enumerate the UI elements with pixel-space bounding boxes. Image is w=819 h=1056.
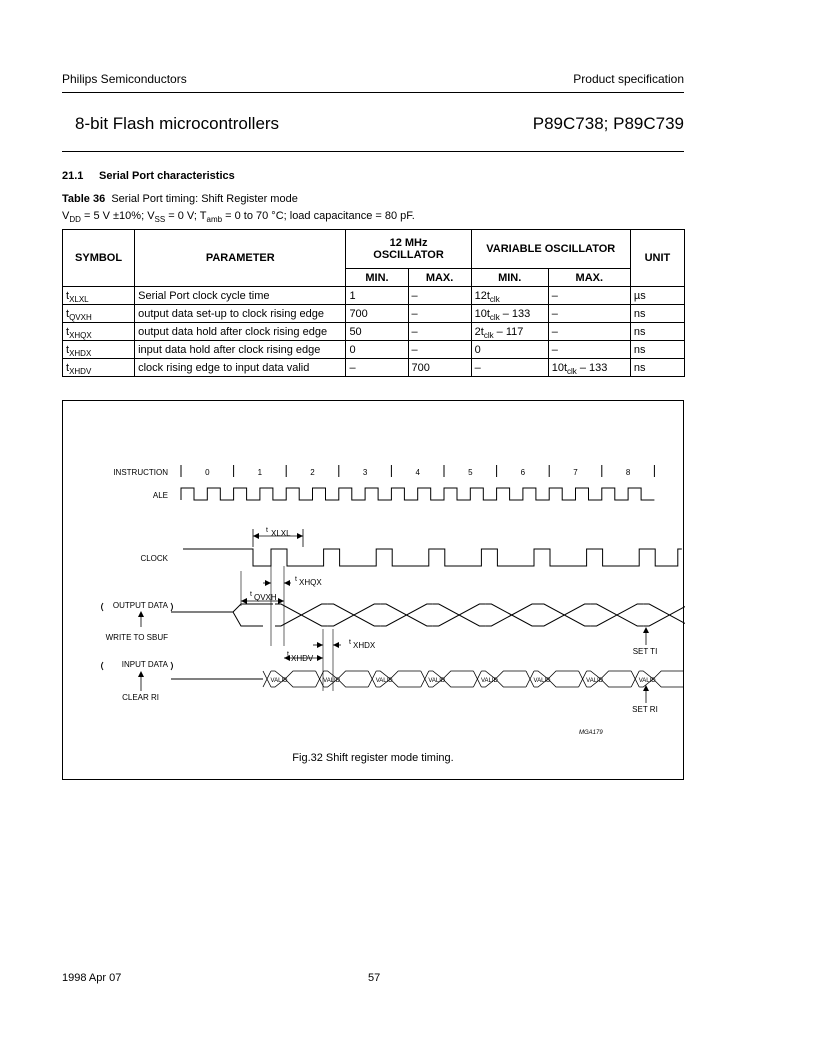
unit-value: ns: [633, 325, 646, 338]
cond-tamb-symbol: T: [199, 210, 207, 222]
clock-label: CLOCK: [140, 554, 168, 563]
set-ti-label: SET TI: [632, 647, 658, 656]
cell-parameter: [135, 323, 346, 341]
cell-max-12mhz: [408, 359, 471, 377]
symbol-subscript: XHQX: [69, 330, 92, 340]
instruction-number: 2: [310, 468, 315, 477]
instruction-number: 1: [257, 468, 263, 477]
table-conditions: [62, 210, 415, 222]
max-variable-value: –: [551, 325, 558, 338]
max-variable-offset: – 133: [576, 361, 608, 374]
cell-min-12mhz: [346, 305, 408, 323]
table-caption: [62, 193, 298, 205]
xhdv-arrowhead: [317, 655, 323, 661]
timing-diagram-frame: [62, 400, 684, 780]
symbol-subscript: XHDX: [69, 348, 92, 358]
clear-ri-label: CLEAR RI: [122, 693, 159, 702]
header-max-variable: MAX.: [548, 269, 630, 287]
output-data-cell: [275, 604, 328, 626]
cell-min-12mhz: [346, 341, 408, 359]
page-number: 57: [368, 972, 381, 984]
cell-parameter: [135, 359, 346, 377]
footer-date: 1998 Apr 07: [62, 972, 122, 984]
instruction-number: 0: [205, 468, 210, 477]
min-12mhz-value: –: [349, 361, 356, 374]
header-unit: UNIT: [630, 230, 684, 287]
cell-parameter: [135, 305, 346, 323]
min-variable-offset: – 133: [499, 307, 531, 320]
max-12mhz-value: –: [411, 289, 418, 302]
cell-max-12mhz: [408, 305, 471, 323]
instruction-label: INSTRUCTION: [113, 468, 168, 477]
header-min-12mhz: MIN.: [346, 269, 408, 287]
cell-unit: [630, 323, 684, 341]
max-12mhz-value: 700: [411, 361, 430, 374]
header-parameter: PARAMETER: [135, 230, 346, 287]
header-12mhz-line2: OSCILLATOR: [373, 249, 444, 261]
cell-max-12mhz: [408, 323, 471, 341]
xlxl-arrow-left: [253, 533, 259, 539]
table-row: [63, 287, 685, 305]
set-ri-label: SET RI: [632, 705, 658, 714]
symbol-subscript: XHDV: [69, 366, 92, 376]
cell-max-variable: [548, 287, 630, 305]
min-variable-value: 12t: [474, 289, 490, 302]
cell-min-variable: [471, 341, 548, 359]
header-12mhz-oscillator: [346, 230, 471, 269]
cond-vss-value: = 0 V;: [165, 210, 200, 222]
cell-unit: [630, 341, 684, 359]
header-min-variable: MIN.: [471, 269, 548, 287]
input-data-cell: [495, 671, 526, 687]
xlxl-sub: XLXL: [271, 529, 291, 538]
symbol-letter: t: [66, 307, 70, 320]
cell-unit: [630, 359, 684, 377]
symbol-subscript: QVXH: [69, 312, 92, 322]
valid-label: VALID: [323, 678, 341, 684]
symbol-letter: t: [66, 325, 70, 338]
instruction-number: 7: [573, 468, 578, 477]
cell-min-12mhz: [346, 323, 408, 341]
min-variable-subscript: clk: [483, 330, 494, 340]
write-sbuf-label: WRITE TO SBUF: [105, 633, 168, 642]
max-12mhz-value: –: [411, 343, 418, 356]
min-variable-offset: – 117: [493, 325, 524, 338]
cell-symbol: [63, 359, 135, 377]
xhqx-t: t: [295, 576, 297, 583]
ale-waveform: [181, 488, 654, 500]
max-12mhz-value: –: [411, 307, 418, 320]
section-title: Serial Port characteristics: [99, 170, 235, 182]
set-ri-arrowhead: [643, 685, 649, 691]
max-variable-value: –: [551, 307, 558, 320]
input-data-cell: [601, 671, 632, 687]
cell-unit: [630, 287, 684, 305]
symbol-letter: t: [66, 343, 70, 356]
cond-tamb-value: = 0 to 70 °C; load capacitance = 80 pF.: [222, 210, 415, 222]
input-data-cell: [285, 671, 316, 687]
cond-vdd-symbol: V: [62, 210, 70, 222]
instruction-number: 5: [468, 468, 473, 477]
output-data-cell: [485, 604, 538, 626]
figure-caption: Fig.32 Shift register mode timing.: [292, 752, 454, 764]
min-variable-value: 10t: [474, 307, 490, 320]
output-data-cell: [538, 604, 591, 626]
serial-port-timing-table: [62, 229, 685, 377]
xhdx-t: t: [349, 639, 351, 646]
unit-value: ns: [633, 361, 646, 374]
xlxl-t: t: [266, 527, 268, 534]
company-name: Philips Semiconductors: [62, 72, 187, 86]
table-caption-text: Serial Port timing: Shift Register mode: [111, 193, 298, 205]
input-data-label: INPUT DATA: [121, 660, 168, 669]
header-max-12mhz: MAX.: [408, 269, 471, 287]
instruction-number: 4: [415, 468, 420, 477]
output-data-cell: [433, 604, 486, 626]
valid-label: VALID: [270, 678, 288, 684]
min-variable-value: 0: [474, 343, 481, 356]
min-variable-value: –: [474, 361, 481, 374]
symbol-subscript: XLXL: [69, 294, 89, 304]
header-rule: [62, 92, 684, 93]
table-label: Table 36: [62, 193, 106, 205]
valid-label: VALID: [586, 678, 604, 684]
input-data-cell: [443, 671, 474, 687]
cell-min-variable: [471, 287, 548, 305]
parameter-text: output data hold after clock rising edge: [138, 325, 328, 338]
xhdv-t: t: [287, 651, 289, 658]
max-variable-subscript: clk: [567, 366, 577, 376]
symbol-letter: t: [66, 289, 70, 302]
max-variable-value: –: [551, 289, 558, 302]
max-variable-value: –: [551, 343, 558, 356]
header-variable-oscillator: VARIABLE OSCILLATOR: [471, 230, 630, 269]
title-rule: [62, 151, 684, 152]
output-data-cell: [380, 604, 433, 626]
xhdx-arrowhead: [317, 642, 323, 648]
xhdx-sub: XHDX: [353, 641, 376, 650]
cond-tamb-sub: amb: [206, 215, 223, 224]
cell-max-12mhz: [408, 287, 471, 305]
output-data-idle-high: [233, 604, 273, 612]
instruction-number: 6: [520, 468, 526, 477]
cell-max-variable: [548, 305, 630, 323]
qvxh-arrowhead: [241, 598, 247, 604]
parameter-text: clock rising edge to input data valid: [138, 361, 310, 374]
min-variable-value: 2t: [474, 325, 484, 338]
min-variable-subscript: clk: [489, 312, 500, 322]
cell-symbol: [63, 341, 135, 359]
output-data-cell: [643, 604, 685, 626]
qvxh-t: t: [250, 591, 252, 598]
unit-value: ns: [633, 307, 646, 320]
write-sbuf-arrowhead: [138, 611, 144, 617]
valid-label: VALID: [428, 678, 446, 684]
unit-value: µs: [633, 289, 646, 302]
cond-vss-symbol: V: [147, 210, 155, 222]
cell-min-12mhz: [346, 287, 408, 305]
xlxl-arrow-right: [297, 533, 303, 539]
unit-value: ns: [633, 343, 646, 356]
min-variable-subscript: clk: [489, 294, 500, 304]
xhdv-sub: XHDV: [291, 654, 314, 663]
xhdx-arrowhead: [333, 642, 339, 648]
xhqx-arrowhead: [265, 580, 271, 586]
instruction-number: 3: [362, 468, 368, 477]
output-data-idle: [171, 612, 263, 626]
table-header-row: [63, 230, 685, 269]
table-row: [63, 341, 685, 359]
cell-parameter: [135, 341, 346, 359]
timing-diagram: [63, 401, 685, 781]
output-data-cell: [328, 604, 381, 626]
qvxh-sub: QVXH: [254, 593, 277, 602]
parameter-text: output data set-up to clock rising edge: [138, 307, 325, 320]
cell-symbol: [63, 305, 135, 323]
cell-min-12mhz: [346, 359, 408, 377]
cell-min-variable: [471, 305, 548, 323]
symbol-letter: t: [66, 361, 70, 374]
xhqx-sub: XHQX: [299, 578, 322, 587]
valid-label: VALID: [375, 678, 393, 684]
part-numbers: P89C738; P89C739: [532, 114, 684, 133]
figure-code: MGA179: [579, 730, 603, 736]
min-12mhz-value: 700: [349, 307, 368, 320]
section-number: 21.1: [62, 170, 84, 182]
output-data-label: OUTPUT DATA: [112, 601, 168, 610]
cell-symbol: [63, 323, 135, 341]
parameter-text: Serial Port clock cycle time: [138, 289, 270, 302]
set-ti-arrowhead: [643, 627, 649, 633]
input-data-cell: [390, 671, 421, 687]
max-12mhz-value: –: [411, 325, 418, 338]
min-12mhz-value: 1: [349, 289, 356, 302]
cond-vdd-sub: DD: [69, 215, 81, 224]
cell-max-variable: [548, 359, 630, 377]
table-row: [63, 359, 685, 377]
cell-max-12mhz: [408, 341, 471, 359]
cell-max-variable: [548, 341, 630, 359]
min-12mhz-value: 50: [349, 325, 362, 338]
table-row: [63, 323, 685, 341]
input-data-cell: [653, 671, 684, 687]
cell-max-variable: [548, 323, 630, 341]
min-12mhz-value: 0: [349, 343, 356, 356]
input-data-cell: [338, 671, 369, 687]
product-family: 8-bit Flash microcontrollers: [75, 114, 280, 133]
table-row: [63, 305, 685, 323]
valid-label: VALID: [638, 678, 656, 684]
cond-vss-sub: SS: [154, 215, 166, 224]
header-12mhz-line1: 12 MHz: [389, 237, 428, 249]
clear-ri-arrowhead: [138, 671, 144, 677]
max-variable-value: 10t: [551, 361, 568, 374]
input-data-cell: [548, 671, 579, 687]
output-data-cell: [643, 604, 685, 626]
clock-waveform: [183, 549, 682, 566]
qvxh-arrowhead: [278, 598, 284, 604]
xhqx-arrowhead: [284, 580, 290, 586]
document-type: Product specification: [573, 72, 684, 86]
output-data-cell: [591, 604, 644, 626]
cell-min-variable: [471, 359, 548, 377]
parameter-text: input data hold after clock rising edge: [138, 343, 321, 356]
cell-min-variable: [471, 323, 548, 341]
cell-parameter: [135, 287, 346, 305]
cond-vdd-value: = 5 V ±10%;: [80, 210, 148, 222]
section-heading: [62, 170, 235, 182]
ale-label: ALE: [152, 491, 168, 500]
header-symbol: SYMBOL: [63, 230, 135, 287]
valid-label: VALID: [480, 678, 498, 684]
instruction-number: 8: [625, 468, 631, 477]
cell-unit: [630, 305, 684, 323]
valid-label: VALID: [533, 678, 551, 684]
cell-symbol: [63, 287, 135, 305]
